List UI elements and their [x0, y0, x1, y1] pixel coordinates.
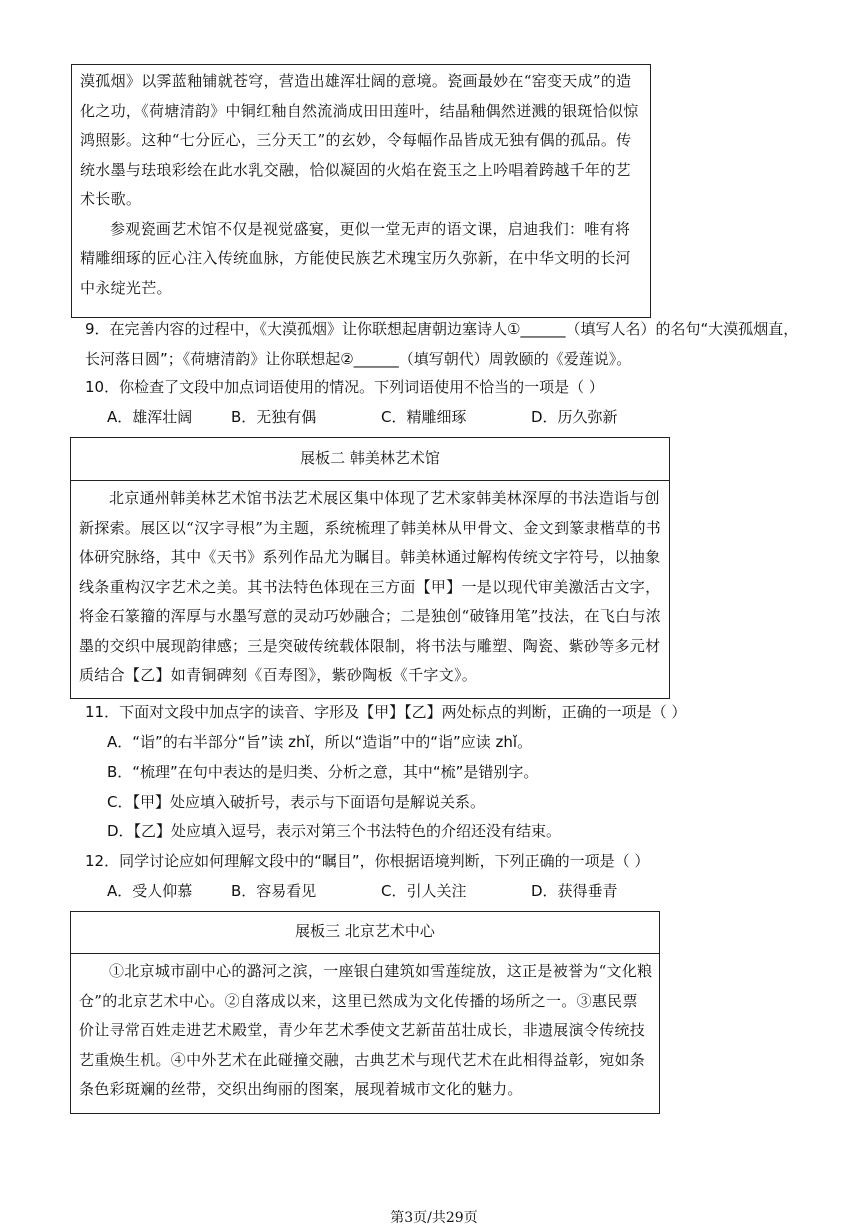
question-12-option-d[interactable]: D．获得垂青	[531, 882, 618, 900]
question-12-option-b[interactable]: B．容易看见	[231, 882, 317, 900]
passage-box-1-paragraph-2: 参观瓷画艺术馆不仅是视觉盛宴，更似一堂无声的语文课，启迪我们：唯有将精雕细琢的匠心注入传统血脉，方能使民族艺术瑰宝历久弥新，在中华文明的长河中永绽光芒。	[80, 219, 631, 297]
passage-box-1-paragraph-1: 漠孤烟》以霁蓝釉铺就苍穹，营造出雄浑壮阔的意境。瓷画最妙在“窑变天成”的造化之功，《荷塘清韵》中铜红釉自然流淌成田田莲叶，结晶釉偶然迸溅的银斑恰似惊鸿照影。这种“七分匠心，三分天工”的玄妙，令每幅作品皆成无独有偶的孤品。传统水墨与珐琅彩绘在此水乳交融，恰似凝固的火焰在瓷玉之上吟唱着跨越千年的艺术长歌。	[80, 72, 639, 208]
question-10-option-c[interactable]: C．精雕细琢	[381, 408, 467, 426]
passage-box-2	[70, 437, 670, 699]
question-10-option-a[interactable]: A．雄浑壮阔	[107, 408, 193, 426]
question-12-option-c[interactable]: C．引人关注	[381, 882, 467, 900]
page-number: 第3页/共29页	[390, 1210, 478, 1226]
question-11-option-b[interactable]: B．“梳理”在句中表达的是归类、分析之意，其中“梳”是错别字。	[107, 763, 539, 781]
question-10-option-b[interactable]: B．无独有偶	[231, 408, 317, 426]
question-11-stem: 11．下面对文段中加点字的读音、字形及【甲】【乙】两处标点的判断，正确的一项是（ ）	[85, 703, 687, 721]
passage-box-2-title: 展板二 韩美林艺术馆	[71, 438, 669, 481]
passage-box-3	[70, 911, 660, 1114]
passage-box-3-text: ①北京城市副中心的潞河之滨，一座银白建筑如雪莲绽放，这正是被誉为“文化粮仓”的北京艺术中心。②自落成以来，这里已然成为文化传播的场所之一。③惠民票价让寻常百姓走进艺术殿堂，青少年艺术季使文艺新苗茁壮成长，非遗展演令传统技艺重焕生机。④中外艺术在此碰撞交融，古典艺术与现代艺术在此相得益彰，宛如条条色彩斑斓的丝带，交织出绚丽的图案，展现着城市文化的魅力。	[79, 962, 653, 1098]
question-11-option-a[interactable]: A．“诣”的右半部分“旨”读 zhǐ，所以“造诣”中的“诣”应读 zhǐ。	[107, 733, 533, 751]
question-12-options	[107, 880, 618, 902]
question-10-option-d[interactable]: D．历久弥新	[531, 408, 618, 426]
passage-box-3-title: 展板三 北京艺术中心	[71, 912, 659, 954]
question-11-option-d[interactable]: D．【乙】处应填入逗号，表示对第三个书法特色的介绍还没有结束。	[107, 822, 562, 840]
question-10-options	[107, 406, 618, 428]
question-10-stem: 10．你检查了文段中加点词语使用的情况。下列词语使用不恰当的一项是（ ）	[85, 378, 604, 396]
question-12-option-a[interactable]: A．受人仰慕	[107, 882, 193, 900]
passage-box-2-text: 北京通州韩美林艺术馆书法艺术展区集中体现了艺术家韩美林深厚的书法造诣与创新探索。展区以“汉字寻根”为主题，系统梳理了韩美林从甲骨文、金文到篆隶楷草的书体研究脉络，其中《天书》系列作品尤为瞩目。韩美林通过解构传统文字符号，以抽象线条重构汉字艺术之美。其书法特色体现在三方面【甲】一是以现代审美激活古文字，将金石篆籀的浑厚与水墨写意的灵动巧妙融合；二是独创“破锋用笔”技法，在飞白与浓墨的交织中展现韵律感；三是突破传统载体限制，将书法与雕塑、陶瓷、紫砂等多元材质结合【乙】如青铜碑刻《百寿图》，紫砂陶板《千字文》。	[79, 489, 662, 684]
question-9-line-2: 长河落日圆”；《荷塘清韵》让你联想起②______（填写朝代）周敦颐的《爱莲说》。	[85, 350, 632, 368]
passage-box-1	[71, 64, 651, 318]
passage-box-1-text	[80, 67, 644, 303]
question-11-option-c[interactable]: C．【甲】处应填入破折号，表示与下面语句是解说关系。	[107, 793, 485, 811]
question-9-line-1: 9．在完善内容的过程中，《大漠孤烟》让你联想起唐朝边塞诗人①______（填写人名）的名句“大漠孤烟直，	[85, 320, 799, 338]
question-12-stem: 12．同学讨论应如何理解文段中的“瞩目”，你根据语境判断，下列正确的一项是（ ）	[85, 852, 650, 870]
